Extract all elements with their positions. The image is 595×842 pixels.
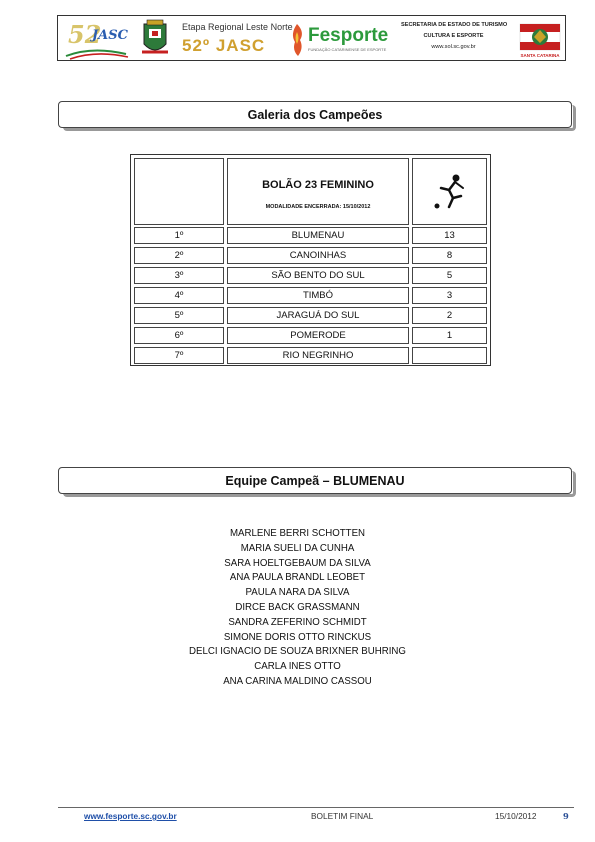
row-team: RIO NEGRINHO [227, 347, 409, 364]
state-flag-icon [516, 16, 564, 54]
table-row [134, 327, 490, 344]
header-banner [57, 15, 566, 61]
table-row [134, 227, 490, 244]
gallery-title-box [58, 101, 575, 130]
row-position: 3º [134, 267, 224, 284]
fesporte-subtitle: FUNDAÇÃO CATARINENSE DE ESPORTE [308, 47, 387, 52]
row-points: 13 [412, 227, 487, 244]
state-logo [516, 16, 564, 62]
table-header-icon [412, 158, 487, 225]
row-position: 2º [134, 247, 224, 264]
state-caption: SANTA CATARINA [520, 53, 560, 58]
list-item: PAULA NARA DA SILVA [245, 587, 350, 599]
footer-document-name: BOLETIM FINAL [311, 811, 374, 821]
sport-title: BOLÃO 23 FEMININO [262, 179, 374, 191]
table-row [134, 347, 490, 364]
etapa-logo [180, 16, 293, 62]
etapa-title: 52º JASC [182, 36, 266, 55]
row-team: BLUMENAU [227, 227, 409, 244]
row-team: CANOINHAS [227, 247, 409, 264]
crest-logo [138, 16, 172, 62]
list-item: SIMONE DORIS OTTO RINCKUS [223, 631, 372, 643]
list-item: MARIA SUELI DA CUNHA [240, 542, 355, 554]
table-row [134, 267, 490, 284]
row-position: 5º [134, 307, 224, 324]
footer-divider [58, 807, 574, 808]
row-points: 2 [412, 307, 487, 324]
list-item: SANDRA ZEFERINO SCHMIDT [228, 616, 367, 628]
row-points [412, 347, 487, 364]
row-points: 3 [412, 287, 487, 304]
list-item: DELCI IGNACIO DE SOUZA BRIXNER BUHRING [189, 646, 406, 658]
results-table [130, 154, 491, 366]
secretaria-url: www.sol.sc.gov.br [431, 44, 476, 50]
row-position: 6º [134, 327, 224, 344]
etapa-line: Etapa Regional Leste Norte [182, 22, 293, 32]
jasc-text: JASC [92, 28, 128, 43]
secretaria-line1: SECRETARIA DE ESTADO DE TURISMO [401, 22, 508, 28]
row-position: 1º [134, 227, 224, 244]
row-team: SÃO BENTO DO SUL [227, 267, 409, 284]
list-item: SARA HOELTGEBAUM DA SILVA [224, 557, 371, 569]
fesporte-name: Fesporte [308, 25, 389, 46]
list-item: DIRCE BACK GRASSMANN [235, 601, 360, 613]
closed-note: MODALIDADE ENCERRADA: 15/10/2012 [265, 204, 371, 210]
footer-date: 15/10/2012 [495, 811, 537, 821]
fesporte-logo [286, 16, 394, 62]
row-points: 8 [412, 247, 487, 264]
table-row [134, 307, 490, 324]
gallery-title: Galeria dos Campeões [247, 108, 383, 122]
row-points: 1 [412, 327, 487, 344]
champion-title: Equipe Campeã – BLUMENAU [225, 474, 405, 488]
row-team: JARAGUÁ DO SUL [227, 307, 409, 324]
list-item: ANA PAULA BRANDL LEOBET [229, 572, 366, 584]
secretaria-line2: CULTURA E ESPORTE [423, 33, 484, 39]
footer-website-link[interactable]: www.fesporte.sc.gov.br [84, 811, 177, 821]
jasc-number: 52 [68, 20, 102, 49]
bowling-player-icon [431, 172, 471, 212]
list-item: ANA CARINA MALDINO CASSOU [223, 675, 372, 687]
list-item: MARLENE BERRI SCHOTTEN [229, 528, 366, 539]
table-header-empty [134, 158, 224, 225]
member-list [0, 527, 595, 690]
secretaria-logo [401, 16, 506, 62]
table-row [134, 247, 490, 264]
table-header-sport [227, 158, 409, 225]
flame-icon [286, 16, 308, 62]
list-item: CARLA INES OTTO [254, 661, 341, 673]
row-points: 5 [412, 267, 487, 284]
table-row [134, 287, 490, 304]
champion-title-box [58, 467, 575, 496]
row-team: TIMBÓ [227, 287, 409, 304]
jasc-logo [62, 16, 132, 62]
footer-page-number: 9 [563, 811, 569, 821]
row-team: POMERODE [227, 327, 409, 344]
row-position: 7º [134, 347, 224, 364]
crest-icon [138, 16, 172, 62]
row-position: 4º [134, 287, 224, 304]
